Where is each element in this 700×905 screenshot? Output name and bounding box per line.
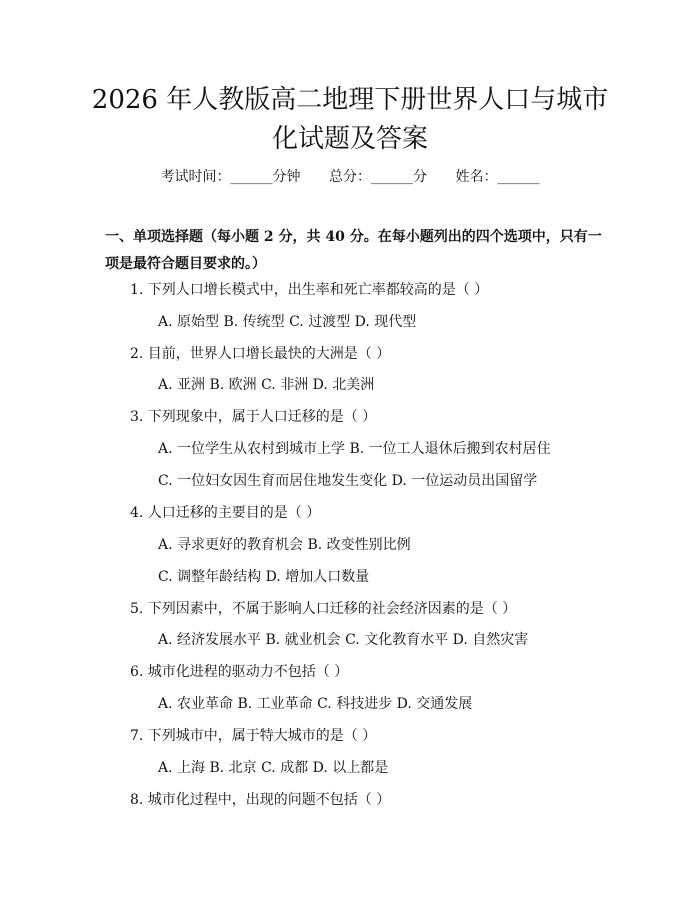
question-3-stem: 3. 下列现象中，属于人口迁移的是（ ） <box>130 409 377 425</box>
section-heading: 一、单项选择题（每小题 2 分，共 40 分。在每小题列出的四个选项中，只有一项是最符合题目要求的。） <box>105 229 602 272</box>
question-4-options-2: C. 调整年龄结构 D. 增加人口数量 <box>158 569 370 585</box>
exam-meta <box>0 166 700 188</box>
question-5-options-1: A. 经济发展水平 B. 就业机会 C. 文化教育水平 D. 自然灾害 <box>158 632 529 648</box>
question-3-options-1: A. 一位学生从农村到城市上学 B. 一位工人退休后搬到农村居住 <box>158 441 551 457</box>
question-8-stem: 8. 城市化过程中，出现的问题不包括（ ） <box>130 792 391 808</box>
question-4-options-1: A. 寻求更好的教育机会 B. 改变性别比例 <box>158 537 411 553</box>
question-4-stem: 4. 人口迁移的主要目的是（ ） <box>130 505 321 521</box>
total-score: 总分：______分 <box>329 169 427 185</box>
question-3-options-2: C. 一位妇女因生育而居住地发生变化 D. 一位运动员出国留学 <box>158 473 538 489</box>
question-1-options-1: A. 原始型 B. 传统型 C. 过渡型 D. 现代型 <box>158 314 417 330</box>
question-7-options-1: A. 上海 B. 北京 C. 成都 D. 以上都是 <box>158 760 389 776</box>
question-1-stem: 1. 下列人口增长模式中，出生率和死亡率都较高的是（ ） <box>130 282 489 298</box>
question-7-stem: 7. 下列城市中，属于特大城市的是（ ） <box>130 728 377 744</box>
question-2-stem: 2. 目前，世界人口增长最快的大洲是（ ） <box>130 346 391 362</box>
student-name: 姓名：______ <box>455 169 540 185</box>
document-title-line1: 2026 年人教版高二地理下册世界人口与城市 <box>91 85 609 115</box>
document-title-line2: 化试题及答案 <box>271 124 428 154</box>
question-5-stem: 5. 下列因素中，不属于影响人口迁移的社会经济因素的是（ ） <box>130 601 517 617</box>
question-6-options-1: A. 农业革命 B. 工业革命 C. 科技进步 D. 交通发展 <box>158 696 473 712</box>
question-6-stem: 6. 城市化进程的驱动力不包括（ ） <box>130 664 349 680</box>
exam-time: 考试时间：______分钟 <box>160 169 301 185</box>
question-2-options-1: A. 亚洲 B. 欧洲 C. 非洲 D. 北美洲 <box>158 377 375 393</box>
